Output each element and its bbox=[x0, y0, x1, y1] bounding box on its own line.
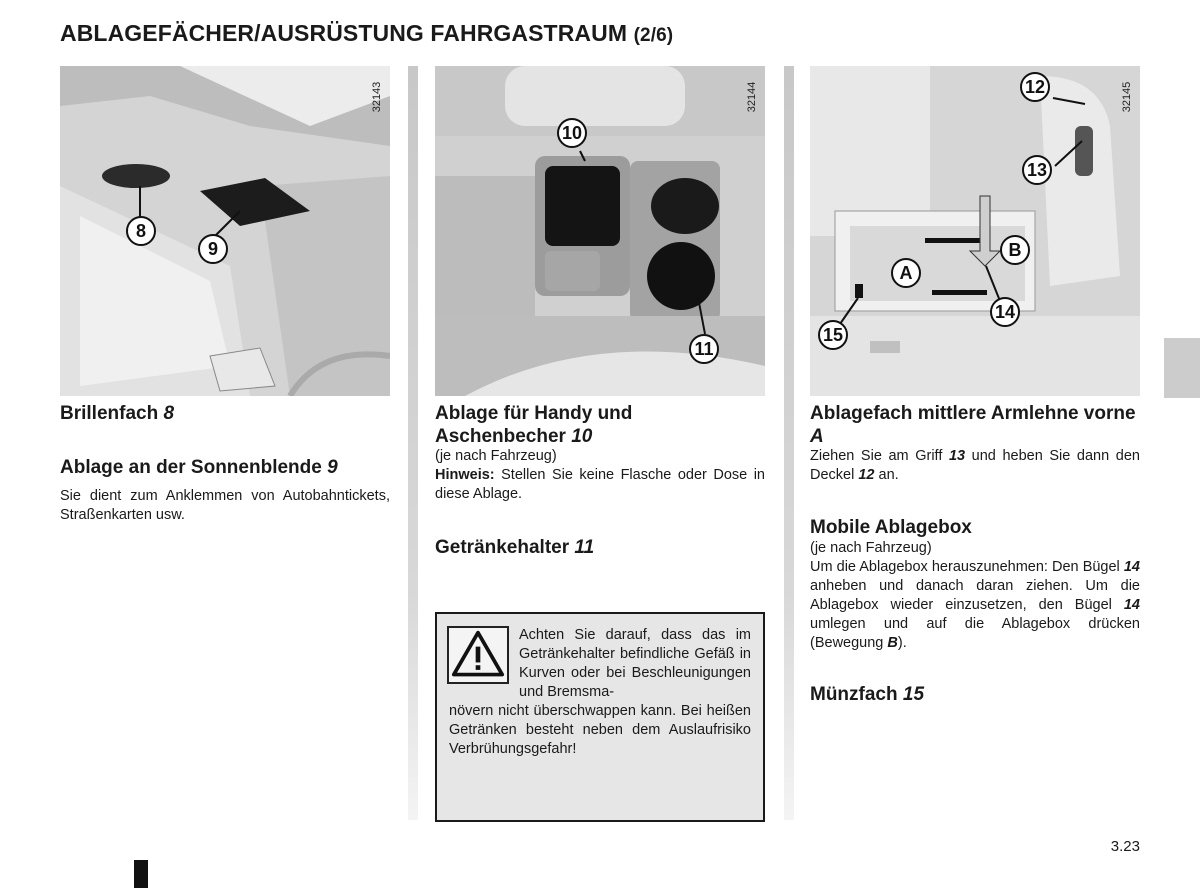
column-divider bbox=[408, 66, 418, 820]
page-title-text: ABLAGEFÄCHER/AUSRÜSTUNG FAHRGASTRAUM bbox=[60, 20, 628, 46]
note-depends-on-vehicle: (je nach Fahrzeug) bbox=[435, 448, 557, 464]
marker-13: 13 bbox=[1022, 155, 1052, 185]
heading-phone-ashtray: Ablage für Handy und Aschenbecher 10 bbox=[435, 403, 633, 447]
crop-mark bbox=[134, 860, 148, 888]
mobile-box-description: Um die Ablagebox herauszunehmen: Den Bügel 14 anheben und danach daran ziehen. Um die Ablagebox wieder einzusetzen, den Bügel 14 umlegen und auf die Ablagebox drücken (Bewegung B). bbox=[810, 559, 1140, 651]
photo-reference-number: 32143 bbox=[371, 81, 383, 113]
marker-b: B bbox=[1000, 235, 1030, 265]
photo-phone-cupholder bbox=[435, 66, 765, 396]
marker-12: 12 bbox=[1020, 72, 1050, 102]
heading-cupholder: Getränkehalter 11 bbox=[435, 537, 595, 558]
marker-10: 10 bbox=[557, 118, 587, 148]
page-number: 3.23 bbox=[1110, 838, 1140, 855]
photo-armrest-storage bbox=[810, 66, 1140, 396]
note-depends-on-vehicle-2: (je nach Fahrzeug) bbox=[810, 540, 932, 556]
marker-14: 14 bbox=[990, 297, 1020, 327]
heading-sunglasses-compartment: Brillenfach 8 bbox=[60, 403, 175, 424]
heading-coin-tray: Münzfach 15 bbox=[810, 684, 925, 705]
marker-a: A bbox=[891, 258, 921, 288]
marker-9: 9 bbox=[198, 234, 228, 264]
marker-11: 11 bbox=[689, 334, 719, 364]
warning-text: Achten Sie darauf, dass das im Getränkehalter befindliche Gefäß in Kurven oder bei Beschleunigungen und Bremsma- növern nicht überschwappen kann. Bei heißen Getränken besteht neben dem Auslaufrisiko Verbrühungsgefahr! bbox=[449, 627, 751, 757]
photo-3-illustration bbox=[810, 66, 1140, 396]
heading-armrest-storage: Ablagefach mittlere Armlehne vorne A bbox=[810, 403, 1136, 447]
photo-reference-number: 32145 bbox=[1121, 81, 1133, 113]
column-divider bbox=[784, 66, 794, 820]
chapter-tab bbox=[1164, 338, 1200, 398]
warning-box bbox=[435, 612, 765, 822]
photo-1-illustration bbox=[60, 66, 390, 396]
marker-8: 8 bbox=[126, 216, 156, 246]
heading-mobile-storage-box: Mobile Ablagebox bbox=[810, 517, 972, 538]
marker-15: 15 bbox=[818, 320, 848, 350]
sunvisor-description: Sie dient zum Anklemmen von Autobahntickets, Straßenkarten usw. bbox=[60, 488, 390, 523]
page-title-suffix: (2/6) bbox=[633, 25, 674, 46]
hint-label: Hinweis: bbox=[435, 467, 495, 483]
photo-sunglasses-compartment bbox=[60, 66, 390, 396]
armrest-description: Ziehen Sie am Griff 13 und heben Sie dann den Deckel 12 an. bbox=[810, 448, 1140, 483]
photo-reference-number: 32144 bbox=[746, 81, 758, 113]
heading-sunvisor-storage: Ablage an der Sonnenblende 9 bbox=[60, 457, 338, 478]
hint-paragraph: Hinweis: Stellen Sie keine Flasche oder Dose in diese Ablage. bbox=[435, 467, 765, 502]
page-title bbox=[60, 20, 673, 47]
